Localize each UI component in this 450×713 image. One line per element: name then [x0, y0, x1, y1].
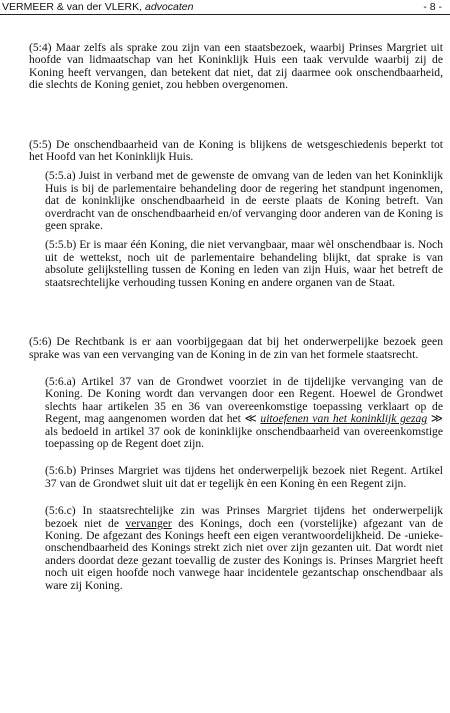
paragraph-5-6b: [45, 465, 443, 490]
paragraph-text: In staatsrechtelijke zin was Prinses Margriet tijdens het onderwerpelijk bezoek niet de: [45, 504, 443, 530]
paragraph-text-continued: ≫ als bedoeld in artikel 37 ook de koninklijke onschendbaarheid van overeenkomstige toepassing op de Regent doet zijn.: [45, 412, 443, 450]
paragraph-number: (5:4): [29, 41, 52, 54]
firm-name: [2, 0, 193, 14]
underlined-word: vervanger: [125, 516, 172, 530]
page-header: [0, 0, 450, 16]
paragraph-text: Artikel 37 van de Grondwet voorziet in de tijdelijke vervanging van de Koning. De Koning wordt dan vervangen door een Regent. Hoewel de Grondwet slechts haar artikelen 35 en 36 van overeenkomstige toepassing verklaart op de Regent, mag aangenomen worden dat het ≪: [45, 374, 443, 426]
paragraph-5-6: [29, 336, 443, 361]
paragraph-number: (5:6.b): [45, 464, 77, 478]
paragraph-5-5a: [45, 170, 443, 232]
page-number: - 8 -: [423, 1, 442, 13]
header-rule: [0, 14, 450, 15]
paragraph-number: (5:6.a): [45, 374, 76, 388]
paragraph-text: De Rechtbank is er aan voorbijgegaan dat bij het onderwerpelijke bezoek geen sprake was van een vervanging van de Koning in de zin van het formele staatsrecht.: [29, 335, 443, 361]
paragraph-5-6a: [45, 376, 443, 450]
emphasized-phrase: uitoefenen van het koninklijk gezag: [260, 412, 428, 426]
paragraph-number: (5:5.a): [45, 169, 76, 183]
paragraph-number: (5:6): [29, 335, 52, 349]
firm-authors: VERMEER & van der VLERK,: [2, 1, 145, 13]
paragraph-text: Juist in verband met de gewenste de omvang van de leden van het Koninklijk Huis is bij de parlementaire behandeling door de regering het standpunt ingenomen, dat de koninklijke onschendbaarheid in de eerste plaats de Koning betreft. Van overdracht van de onschendbaarheid en/of vervanging door anderen van de Koning is geen sprake.: [45, 169, 443, 233]
paragraph-number: (5:5.b): [45, 238, 77, 252]
paragraph-number: (5:6.c): [45, 504, 76, 518]
paragraph-text: Prinses Margriet was tijdens het onderwerpelijk bezoek niet Regent. Artikel 37 van de Grondwet sluit uit dat er tegelijk èn een Koning èn een Regent zijn.: [45, 464, 443, 490]
paragraph-number: (5:5): [29, 137, 52, 151]
paragraph-5-4: [29, 42, 443, 92]
document-body: [29, 42, 443, 592]
paragraph-5-5: [29, 139, 443, 164]
firm-role: advocaten: [144, 1, 194, 13]
paragraph-text: Maar zelfs als sprake zou zijn van een staatsbezoek, waarbij Prinses Margriet uit hoofde van lidmaatschap van het Koninklijk Huis een taak vervulde waarbij zij de Koning heeft vervangen, dan betekent dat niet, dat zij daarmee ook onschendbaarheid, die slechts de Koning geniet, zou hebben overgenomen.: [29, 41, 443, 92]
paragraph-5-6c: [45, 505, 443, 592]
paragraph-5-5b: [45, 239, 443, 289]
paragraph-text-continued: des Konings, doch een (vorstelijke) afgezant van de Koning. De afgezant des Konings heeft een eigen verantwoordelijkheid. De -unieke- onschendbaarheid des Konings strekt zich niet over zijn gezanten uit. Dat wordt niet anders doordat deze gezant toevallig de zuster des Konings is. Prinses Margriet heeft noch uit eigen hoofde noch vanwege haar incidentele gezantschap onschendbaar als ware zij Koning.: [45, 516, 444, 592]
paragraph-text: Er is maar één Koning, die niet vervangbaar, maar wèl onschendbaar is. Noch uit de wettekst, noch uit de parlementaire behandeling blijkt, dat sprake is van absolute gelijkstelling tussen de Koning en leden van zijn Huis, waar het betreft de staatsrechtelijke verhouding tussen Koning en andere organen van de Staat.: [45, 238, 443, 289]
paragraph-text: De onschendbaarheid van de Koning is blijkens de wetsgeschiedenis beperkt tot het Hoofd van het Koninklijk Huis.: [29, 137, 443, 164]
